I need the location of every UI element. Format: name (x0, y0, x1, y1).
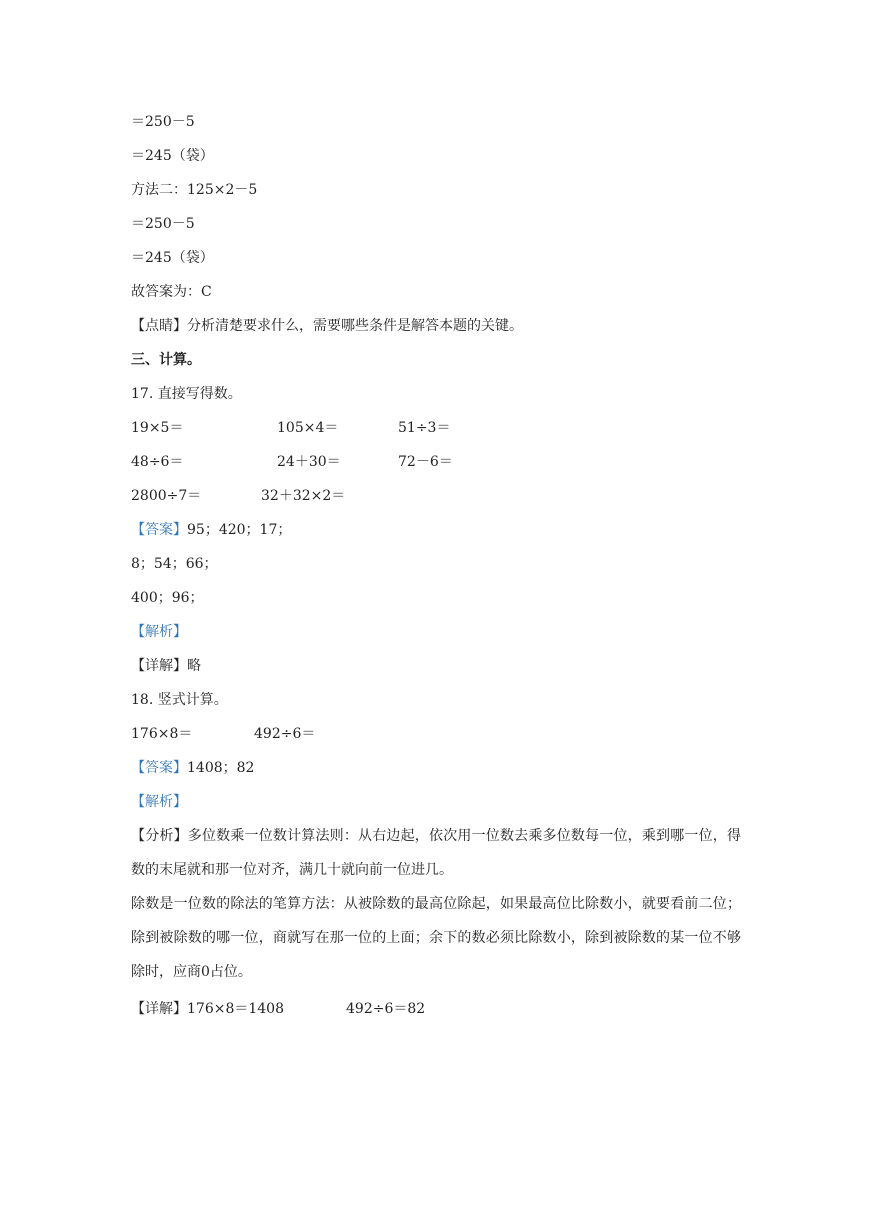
dianjing-line (131, 316, 523, 336)
q17-row1-a: 19×5＝ (131, 420, 184, 436)
section-title: 三、计算。 (131, 352, 201, 368)
top-line-2: ＝245（袋） (131, 148, 214, 164)
q18-jiexi: 【解析】 (131, 794, 187, 810)
q17-title: 17. 直接写得数。 (131, 386, 242, 402)
top-line-1: ＝250－5 (131, 114, 195, 130)
q18-title: 18. 竖式计算。 (131, 692, 228, 708)
dianjing-tag: 【点睛】 (131, 318, 187, 334)
dianjing-text: 分析清楚要求什么，需要哪些条件是解答本题的关键。 (187, 318, 523, 334)
q18-detail-2: 492÷6＝82 (346, 1001, 426, 1017)
q17-answer-line (131, 520, 291, 540)
top-line-4: ＝250－5 (131, 216, 195, 232)
q17-row1-b: 105×4＝ (277, 420, 339, 436)
top-line-5: ＝245（袋） (131, 250, 214, 266)
q18-analysis-text-1: 多位数乘一位数计算法则：从右边起，依次用一位数去乘多位数每一位，乘到哪一位，得数的末尾就和那一位对齐，满几十就向前一位进几。 (131, 828, 742, 878)
q18-answer-line (131, 758, 254, 778)
q17-detail-text: 略 (187, 658, 201, 674)
q18-answer-tag: 【答案】 (131, 760, 187, 776)
q17-row1-c: 51÷3＝ (398, 420, 451, 436)
q18-problem-a: 176×8＝ (131, 726, 193, 742)
q17-row3-b: 32＋32×2＝ (261, 488, 346, 504)
q17-row2-b: 24＋30＝ (277, 454, 341, 470)
q18-detail-tag: 【详解】 (131, 1001, 187, 1017)
q17-jiexi: 【解析】 (131, 624, 187, 640)
q18-problem-b: 492÷6＝ (254, 726, 316, 742)
q18-analysis-p1 (131, 819, 741, 887)
q17-row3-a: 2800÷7＝ (131, 488, 202, 504)
q17-answer-text: 95；420；17； (187, 522, 292, 538)
top-line-3: 方法二：125×2－5 (131, 182, 258, 198)
q17-row2-c: 72－6＝ (398, 454, 453, 470)
q18-detail-1: 176×8＝1408 (187, 1001, 284, 1017)
q17-detail-line (131, 656, 201, 676)
q17-answer-line-2: 8；54；66； (131, 556, 218, 572)
q17-detail-tag: 【详解】 (131, 658, 187, 674)
q18-answer-text: 1408；82 (187, 760, 255, 776)
top-line-6: 故答案为：C (131, 284, 212, 300)
q18-analysis-tag: 【分析】 (131, 828, 188, 844)
q17-answer-line-3: 400；96； (131, 590, 204, 606)
q17-row2-a: 48÷6＝ (131, 454, 184, 470)
q17-answer-tag: 【答案】 (131, 522, 187, 538)
q18-analysis-p2: 除数是一位数的除法的笔算方法：从被除数的最高位除起，如果最高位比除数小，就要看前二位；除到被除数的哪一位，商就写在那一位的上面；余下的数必须比除数小，除到被除数的某一位不够除时，应商0占位。 (131, 896, 741, 980)
